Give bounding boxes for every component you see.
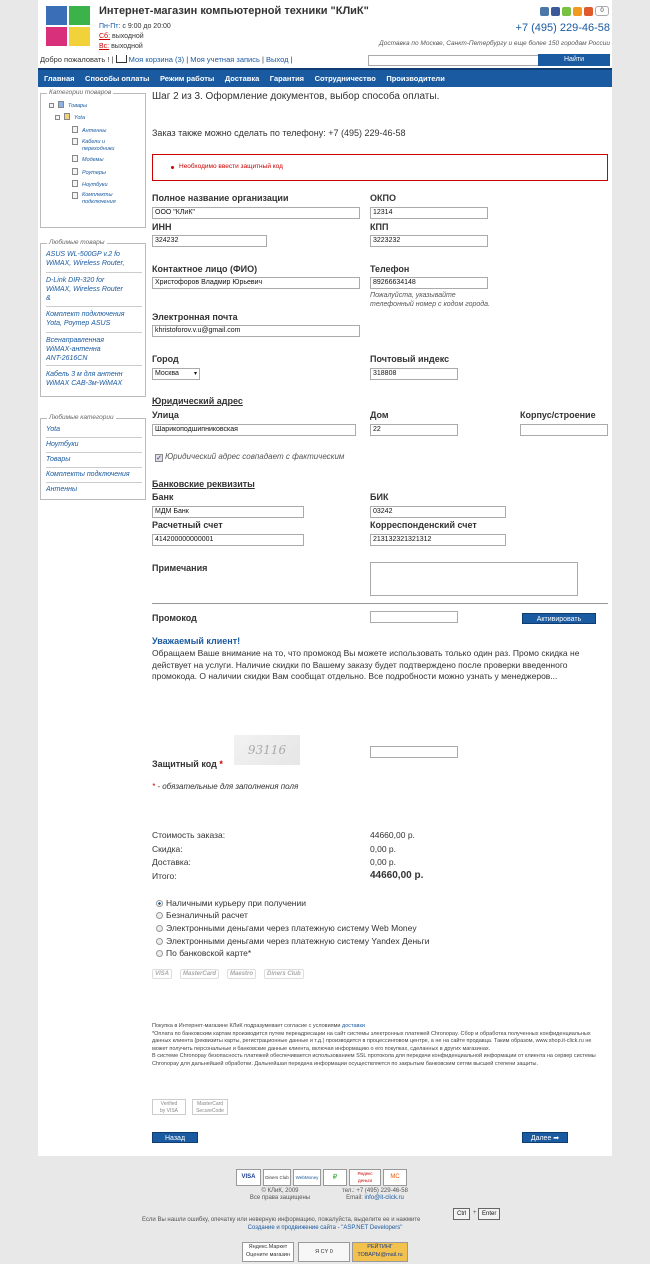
bullet-icon bbox=[171, 166, 174, 169]
copyright-text: © КЛиК, 2009 bbox=[261, 1188, 299, 1194]
inn-input[interactable]: 324232 bbox=[152, 235, 267, 247]
discount-value: 0,00 р. bbox=[370, 844, 396, 854]
bank-heading: Банковские реквизиты bbox=[152, 479, 255, 489]
payment-option-label: Электронными деньгами через платежную систему Yandex Деньги bbox=[166, 936, 430, 946]
verified-by-visa-badge bbox=[152, 1099, 186, 1115]
fav-item-line: Yota, Роутер ASUS bbox=[46, 320, 111, 327]
search-input[interactable] bbox=[368, 55, 540, 66]
email-input[interactable]: khristoforov.v.u@gmail.com bbox=[152, 325, 360, 337]
logout-link[interactable]: Выход bbox=[266, 55, 289, 64]
phone-hint-line: Пожалуйста, указывайте bbox=[370, 292, 456, 299]
share-counter: 0 bbox=[595, 6, 609, 16]
checkbox-icon: ✓ bbox=[156, 455, 162, 462]
fav-item-line: WiMAX, Wireless Router bbox=[46, 286, 123, 293]
corr-input[interactable]: 213132321321312 bbox=[370, 534, 506, 546]
footer-dev bbox=[200, 1225, 450, 1232]
house-label: Дом bbox=[370, 410, 389, 420]
folder-icon bbox=[58, 101, 64, 108]
kpp-label: КПП bbox=[370, 222, 389, 232]
yandex-cy-badge[interactable]: Я CY 0 bbox=[298, 1242, 350, 1262]
tree-item-goods[interactable]: Товары bbox=[68, 103, 88, 109]
favorite-goods-title: Любимые товары bbox=[49, 239, 105, 246]
share-icon[interactable] bbox=[562, 7, 571, 16]
divider bbox=[46, 306, 142, 307]
fav-item[interactable] bbox=[46, 276, 142, 303]
error-message: Необходимо ввести защитный код bbox=[179, 163, 283, 170]
delivery-label: Доставка: bbox=[152, 857, 191, 867]
error-box bbox=[152, 154, 608, 181]
nav-delivery[interactable]: Доставка bbox=[224, 74, 260, 83]
plus-icon[interactable] bbox=[584, 7, 593, 16]
logo[interactable] bbox=[46, 6, 90, 46]
bank-input[interactable]: МДМ Банк bbox=[152, 506, 304, 518]
captcha-label bbox=[152, 759, 223, 769]
fav-item-line: Кабель 3 м для антенн bbox=[46, 371, 123, 378]
logo-tile-yellow bbox=[69, 27, 90, 46]
fav-item-line: Всенаправленная bbox=[46, 337, 104, 344]
payment-option-card[interactable] bbox=[156, 948, 251, 958]
cart-icon[interactable] bbox=[116, 55, 127, 63]
legal-p1: Покупка в Интернет-магазине КЛиК подразумевает согласие с условиями bbox=[152, 1023, 341, 1029]
org-label: Полное название организации bbox=[152, 193, 289, 203]
favcat-item[interactable]: Антенны bbox=[46, 486, 78, 493]
ctrl-key: Ctrl bbox=[453, 1208, 470, 1220]
mail-icon[interactable] bbox=[573, 7, 582, 16]
city-select[interactable] bbox=[152, 368, 200, 380]
captcha-image: 93116 bbox=[234, 735, 300, 765]
footer-copyright bbox=[240, 1188, 320, 1202]
order-phone-note: Заказ также можно сделать по телефону: +7 (495) 229-46-58 bbox=[152, 128, 406, 138]
payment-option-label: Наличными курьеру при получении bbox=[166, 898, 306, 908]
fav-item-line: WiMAX, Wireless Router, bbox=[46, 260, 125, 267]
same-address-label: Юридический адрес совпадает с фактическим bbox=[165, 452, 345, 461]
inn-label: ИНН bbox=[152, 222, 172, 232]
cart-link[interactable]: Моя корзина (3) bbox=[128, 55, 185, 64]
fav-item-line: D-Link DIR-320 for bbox=[46, 277, 105, 284]
mastercard-logo: MasterCard bbox=[180, 969, 219, 979]
street-input[interactable]: Шарикоподшипниковская bbox=[152, 424, 356, 436]
contact-input[interactable]: Христофоров Владмир Юрьевич bbox=[152, 277, 360, 289]
hours-time-sat: выходной bbox=[111, 33, 144, 40]
divider bbox=[46, 332, 142, 333]
contact-label: Контактное лицо (ФИО) bbox=[152, 264, 258, 274]
nav-payment[interactable]: Способы оплаты bbox=[85, 74, 150, 83]
captcha-input[interactable] bbox=[370, 746, 458, 758]
page-icon bbox=[72, 126, 78, 133]
page-icon bbox=[72, 155, 78, 162]
required-star: * bbox=[219, 759, 223, 769]
header-phone: +7 (495) 229-46-58 bbox=[515, 22, 610, 34]
diners-logo: Diners Club bbox=[264, 969, 304, 979]
page-icon bbox=[72, 192, 78, 199]
required-note bbox=[152, 782, 298, 791]
shop-title: Интернет-магазин компьютерной техники "КЛиК" bbox=[99, 5, 369, 17]
tree-item-notebooks[interactable]: Ноутбуки bbox=[82, 182, 108, 188]
footer-error-text: Если Вы нашли ошибку, опечатку или неверную информацию, пожалуйста, выделите ее и нажмите bbox=[142, 1217, 421, 1223]
legal-p3: В системе Chronopay безопасность платежей обеспечивается использованием SSL протокола для передачи конфиденциальной информации от клиента на сервер системы Chronopay для дальнейшей обработки. Дальнейшая передача информации осуществляется по закрытым банковским сетям высшей степени защиты. bbox=[152, 1053, 596, 1067]
divider bbox=[46, 482, 142, 483]
same-address-checkbox[interactable] bbox=[155, 452, 344, 462]
delivery-note: Доставка по Москве, Санкт-Петербургу и еще более 150 городам России bbox=[379, 40, 610, 47]
nav-home[interactable]: Главная bbox=[44, 74, 75, 83]
fav-item-line: WiMAX-антенна bbox=[46, 346, 101, 353]
city-label: Город bbox=[152, 354, 179, 364]
discount-label: Скидка: bbox=[152, 844, 183, 854]
page-icon bbox=[72, 168, 78, 175]
total-label: Стоимость заказа: bbox=[152, 830, 226, 840]
payment-option-label: По банковской карте* bbox=[166, 948, 252, 958]
badge-line: SecureCode bbox=[196, 1108, 224, 1114]
footer-phone: тел.: +7 (495) 229-46-58 bbox=[342, 1188, 408, 1194]
back-button[interactable]: Назад bbox=[152, 1132, 198, 1143]
activate-promo-button[interactable]: Активировать bbox=[522, 613, 596, 624]
legal-text bbox=[152, 1023, 608, 1068]
plus-sign: + bbox=[473, 1210, 477, 1216]
delivery-value: 0,00 р. bbox=[370, 857, 396, 867]
nav-warranty[interactable]: Гарантия bbox=[269, 74, 305, 83]
badge-line: by VISA bbox=[159, 1108, 179, 1114]
building-input[interactable] bbox=[520, 424, 608, 436]
org-input[interactable]: ООО "КЛиК" bbox=[152, 207, 360, 219]
building-label: Корпус/строение bbox=[520, 410, 596, 420]
tree-item-kits[interactable]: Комплекты bbox=[82, 192, 113, 198]
delivery-terms-link[interactable]: доставки bbox=[342, 1023, 365, 1029]
card-logos bbox=[152, 969, 312, 979]
divider bbox=[46, 272, 142, 273]
visa-logo: VISA bbox=[236, 1169, 261, 1186]
radio-icon bbox=[156, 938, 163, 945]
fav-item[interactable] bbox=[46, 370, 142, 388]
hours-day-sun: Вс: bbox=[99, 43, 110, 50]
footer-contacts bbox=[322, 1188, 428, 1202]
logo-tile-green bbox=[69, 6, 90, 25]
phone-label: Телефон bbox=[370, 264, 410, 274]
yandex-money-logo: Яндекс деньги bbox=[349, 1169, 381, 1186]
phone-hint bbox=[370, 291, 490, 309]
grand-total-label: Итого: bbox=[152, 871, 177, 881]
account-link[interactable]: Моя учетная запись bbox=[190, 55, 260, 64]
mastercard-securecode-badge bbox=[192, 1099, 228, 1115]
maestro-logo: Maestro bbox=[227, 969, 256, 979]
collapse-icon[interactable] bbox=[49, 103, 54, 108]
next-button[interactable]: Далее ➡ bbox=[522, 1132, 568, 1143]
notes-label: Примечания bbox=[152, 563, 208, 573]
payment-option-cashless[interactable] bbox=[156, 910, 248, 920]
fav-item-line: WiMAX CAB-3м-WiMAX bbox=[46, 380, 123, 387]
hours-day-sat: Сб: bbox=[99, 33, 111, 40]
zip-label: Почтовый индекс bbox=[370, 354, 450, 364]
divider bbox=[46, 365, 142, 366]
favorite-categories-title: Любимые категории bbox=[49, 414, 114, 421]
legal-address-heading: Юридический адрес bbox=[152, 396, 243, 406]
user-bar: Добро пожаловать ! | Моя корзина (3) | Моя учетная запись | Выход | bbox=[40, 55, 293, 64]
working-hours bbox=[99, 22, 171, 52]
email-label: Электронная почта bbox=[152, 312, 238, 322]
page-icon bbox=[72, 180, 78, 187]
search-button[interactable]: Найти bbox=[538, 54, 610, 66]
category-tree-title: Категории товаров bbox=[49, 89, 112, 96]
radio-icon bbox=[156, 950, 163, 957]
tree-item-yota[interactable]: Yota bbox=[74, 115, 86, 121]
developer-link[interactable]: Создание и продвижение сайта - "ASP.NET Developers" bbox=[247, 1225, 403, 1231]
bik-input[interactable]: 03242 bbox=[370, 506, 506, 518]
required-star: * bbox=[152, 782, 156, 791]
logo-tile-pink bbox=[46, 27, 67, 46]
okpo-label: ОКПО bbox=[370, 193, 396, 203]
payment-option-label: Безналичный расчет bbox=[166, 910, 248, 920]
tree-item-antennas[interactable]: Антенны bbox=[82, 128, 107, 134]
corr-label: Корреспонденский счет bbox=[370, 520, 477, 530]
favcat-item[interactable]: Yota bbox=[46, 426, 61, 433]
vk-icon[interactable] bbox=[540, 7, 549, 16]
fav-item[interactable] bbox=[46, 336, 142, 363]
notes-textarea[interactable] bbox=[370, 562, 578, 596]
total-value: 44660,00 р. bbox=[370, 830, 415, 840]
hours-time-sun: выходной bbox=[111, 43, 143, 50]
fav-item[interactable] bbox=[46, 310, 142, 328]
enter-key: Enter bbox=[478, 1208, 500, 1220]
favorite-goods bbox=[40, 239, 146, 397]
tree-item-cables[interactable]: Кабели и bbox=[82, 139, 106, 145]
payment-option-yandex[interactable] bbox=[156, 936, 429, 946]
phone-input[interactable]: 89266634148 bbox=[370, 277, 488, 289]
house-input[interactable]: 22 bbox=[370, 424, 458, 436]
radio-icon bbox=[156, 925, 163, 932]
folder-icon bbox=[64, 113, 70, 120]
mastercard-logo: MC bbox=[383, 1169, 407, 1186]
required-note-text: - обязательные для заполнения поля bbox=[155, 782, 299, 791]
zip-input[interactable]: 318808 bbox=[370, 368, 458, 380]
visa-logo: VISA bbox=[152, 969, 172, 979]
okpo-input[interactable]: 12314 bbox=[370, 207, 488, 219]
divider bbox=[46, 452, 142, 453]
welcome-text: Добро пожаловать ! bbox=[40, 55, 110, 64]
account-label: Расчетный счет bbox=[152, 520, 223, 530]
hours-time-weekdays: с 9:00 до 20:00 bbox=[122, 23, 171, 30]
kpp-input[interactable]: 3223232 bbox=[370, 235, 488, 247]
fav-item-line: ANT-2616CN bbox=[46, 355, 88, 362]
notice-title: Уважаемый клиент! bbox=[152, 636, 241, 646]
fav-item-line: & bbox=[46, 295, 51, 302]
divider bbox=[46, 467, 142, 468]
nav-brands[interactable]: Производители bbox=[386, 74, 445, 83]
phone-hint-line: телефонный номер с кодом города. bbox=[370, 301, 490, 308]
notice-text: Обращаем Ваше внимание на то, что промокод Вы можете использовать только один раз. Промо скидка не действует на услуги. Наличие скидки по Вашему заказу будет подтверждено после проверки введенного промокода. О наличии скидки Вам сообщат отдельно. Все подробности можно узнать у менеджеров... bbox=[152, 648, 580, 681]
favcat-item[interactable]: Комплекты подключения bbox=[46, 471, 130, 478]
tree-item-modems[interactable]: Модемы bbox=[82, 157, 104, 163]
rights-text: Все права защищены bbox=[249, 1195, 311, 1201]
yandex-market-badge[interactable]: Яндекс.Маркет Оцените магазин bbox=[242, 1242, 294, 1262]
street-label: Улица bbox=[152, 410, 179, 420]
promo-label: Промокод bbox=[152, 613, 197, 623]
fav-item-line: Комплект подключения bbox=[46, 311, 125, 318]
favorite-categories bbox=[40, 414, 146, 500]
bik-label: БИК bbox=[370, 492, 389, 502]
city-value: Москва bbox=[155, 370, 179, 377]
mail-rating-badge[interactable]: РЕЙТИНГ ТОВАРЫ@mail.ru bbox=[352, 1242, 408, 1262]
rbk-logo: ₽ bbox=[323, 1169, 347, 1186]
facebook-icon[interactable] bbox=[551, 7, 560, 16]
bank-label: Банк bbox=[152, 492, 174, 502]
radio-icon bbox=[156, 912, 163, 919]
divider bbox=[152, 603, 608, 604]
legal-p2: *Оплата по банковским картам производится путем переадресации на сайт системы электронных платежей Chronopay. Сбор и обработка полученных конфиденциальных данных клиента (реквизиты карты, регистрационные данные и т.д.) производится в процессинговом центре, а не на сайте продавца. Таким образом, www.shop.it-click.ru не может получить персональные и банковские данные клиента, включая информацию о его покупках, сделанных в других магазинах. bbox=[152, 1030, 592, 1052]
favcat-item[interactable]: Товары bbox=[46, 456, 71, 463]
tree-item-routers[interactable]: Роутеры bbox=[82, 170, 106, 176]
badge-line: MasterCard bbox=[196, 1101, 224, 1107]
category-tree bbox=[40, 89, 146, 228]
fav-item-line: ASUS WL-500GP v.2 fo bbox=[46, 251, 120, 258]
collapse-icon[interactable] bbox=[55, 115, 60, 120]
nav-cooperation[interactable]: Сотрудничество bbox=[314, 74, 376, 83]
divider bbox=[46, 437, 142, 438]
grand-total-value: 44660,00 р. bbox=[370, 870, 424, 881]
tree-item-cables-2[interactable]: переходники bbox=[82, 146, 115, 152]
payment-option-webmoney[interactable] bbox=[156, 923, 417, 933]
promo-input[interactable] bbox=[370, 611, 458, 623]
footer-email-label: Email: bbox=[346, 1195, 363, 1201]
payment-option-cash[interactable] bbox=[156, 898, 306, 908]
chevron-down-icon: ▾ bbox=[193, 371, 197, 377]
radio-icon bbox=[156, 900, 163, 907]
main-nav bbox=[38, 68, 612, 87]
page-title: Шаг 2 из 3. Оформление документов, выбор способа оплаты. bbox=[152, 91, 440, 102]
captcha-label-text: Защитный код bbox=[152, 759, 217, 769]
favcat-item[interactable]: Ноутбуки bbox=[46, 441, 79, 448]
tree-item-kits-2[interactable]: подключения bbox=[82, 199, 116, 205]
page-icon bbox=[72, 138, 78, 145]
hours-day-weekdays: Пн-Пт: bbox=[99, 23, 121, 30]
fav-item[interactable] bbox=[46, 250, 142, 268]
logo-tile-blue bbox=[46, 6, 67, 25]
payment-option-label: Электронными деньгами через платежную систему Web Money bbox=[166, 923, 417, 933]
page bbox=[38, 0, 612, 1156]
footer-payment-logos bbox=[236, 1169, 414, 1187]
social-bar bbox=[540, 3, 610, 17]
webmoney-logo: WebMoney bbox=[293, 1169, 321, 1186]
badge-line: Verified bbox=[160, 1101, 178, 1107]
diners-logo: Diners Club bbox=[263, 1169, 291, 1186]
footer-email-link[interactable]: info@it-click.ru bbox=[364, 1195, 404, 1201]
account-input[interactable]: 414200000000001 bbox=[152, 534, 304, 546]
nav-hours[interactable]: Режим работы bbox=[159, 74, 215, 83]
